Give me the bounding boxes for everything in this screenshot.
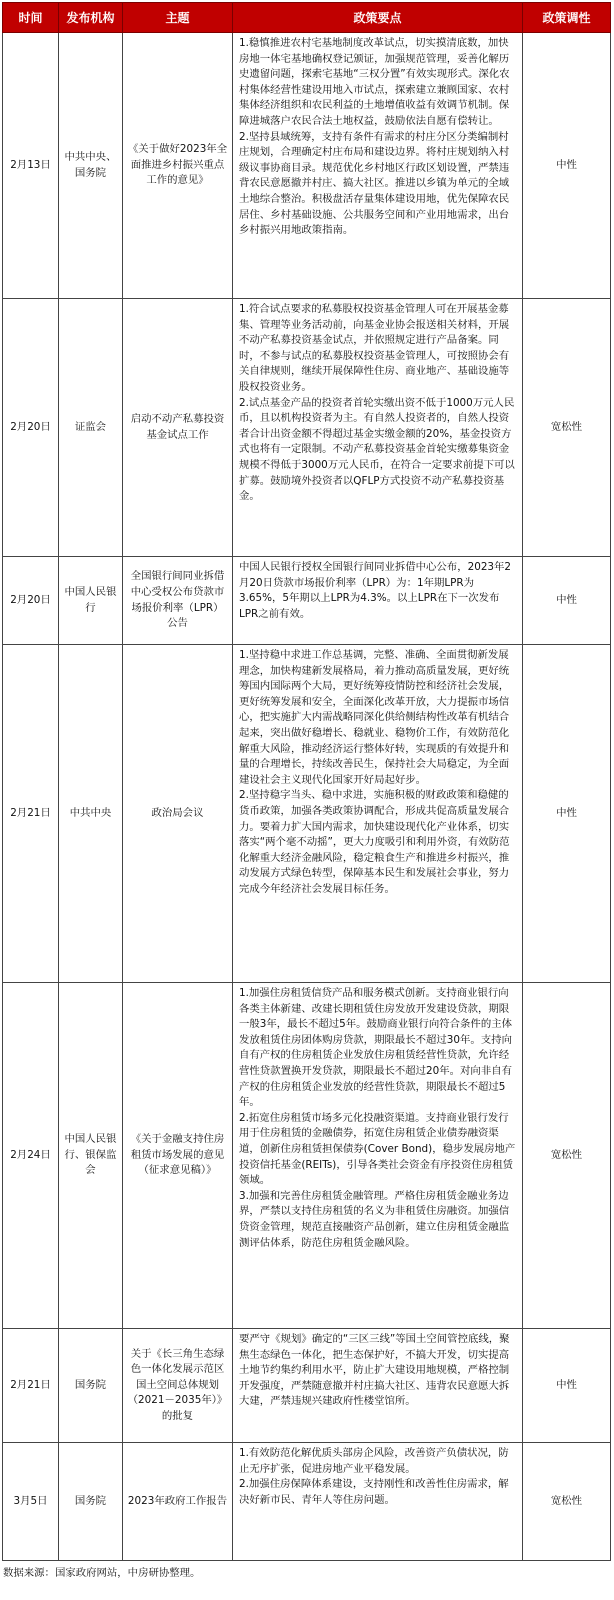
cell-tone: 宽松性 <box>523 1443 611 1561</box>
cell-topic: 《关于金融支持住房租赁市场发展的意见（征求意见稿）》 <box>123 983 233 1329</box>
header-points: 政策要点 <box>233 3 523 33</box>
policy-point: 1.有效防范化解优质头部房企风险，改善资产负债状况，防止无序扩张，促进房地产业平稳发展。 <box>239 1447 509 1475</box>
table-row <box>3 299 611 557</box>
policy-point: 要严守《规划》确定的“三区三线”等国土空间管控底线，聚焦生态绿色一体化，把生态保护好，不搞大开发，切实提高土地节约集约利用水平，防止扩大建设用地规模，严格控制开发强度，严禁随意撤并村庄搞大社区、违背农民意愿大拆大建，严禁违规兴建政府性楼堂馆所。 <box>239 1333 510 1408</box>
table-row <box>3 557 611 645</box>
header-date: 时间 <box>3 3 59 33</box>
cell-date: 2月20日 <box>3 299 59 557</box>
source-note: 数据来源：国家政府网站，中房研协整理。 <box>3 1567 201 1579</box>
policy-point: 2.试点基金产品的投资者首轮实缴出资不低于1000万元人民币，且以机构投资者为主。有自然人投资者的，自然人投资者合计出资金额不得超过基金实缴金额的20%，基金投资方式也将有一定限制。不动产私募投资基金首轮实缴募集资金规模不得低于3000万元人民币，在符合一定要求前提下可以扩募。鼓励境外投资者以QFLP方式投资不动产私募投资基金。 <box>239 396 515 503</box>
cell-points <box>233 1443 523 1561</box>
cell-date: 2月21日 <box>3 1329 59 1443</box>
header-topic: 主题 <box>123 3 233 33</box>
cell-org: 中共中央 <box>59 645 123 983</box>
cell-org: 中国人民银行、银保监会 <box>59 983 123 1329</box>
policy-table <box>2 2 611 1561</box>
cell-tone: 中性 <box>523 645 611 983</box>
table-body <box>3 33 611 1561</box>
header-tone: 政策调性 <box>523 3 611 33</box>
cell-topic: 关于《长三角生态绿色一体化发展示范区国土空间总体规划（2021－2035年）》的批复 <box>123 1329 233 1443</box>
cell-date: 3月5日 <box>3 1443 59 1561</box>
cell-points <box>233 645 523 983</box>
cell-topic: 全国银行间同业拆借中心受权公布贷款市场报价利率（LPR）公告 <box>123 557 233 645</box>
cell-tone: 宽松性 <box>523 299 611 557</box>
cell-points <box>233 299 523 557</box>
table-row <box>3 645 611 983</box>
cell-date: 2月24日 <box>3 983 59 1329</box>
cell-org: 证监会 <box>59 299 123 557</box>
cell-tone: 中性 <box>523 33 611 299</box>
policy-point: 2.坚持县域统筹，支持有条件有需求的村庄分区分类编制村庄规划，合理确定村庄布局和建设边界。将村庄规划纳入村级议事协商目录。规范优化乡村地区行政区划设置，严禁违背农民意愿撤并村庄、搞大社区。推进以乡镇为单元的全域土地综合整治。积极盘活存量集体建设用地，优先保障农民居住、乡村基础设施、公共服务空间和产业用地需求，出台乡村振兴用地政策指南。 <box>239 130 510 237</box>
cell-points <box>233 983 523 1329</box>
cell-topic: 政治局会议 <box>123 645 233 983</box>
table-header <box>3 3 611 33</box>
table-row <box>3 983 611 1329</box>
table-row <box>3 33 611 299</box>
cell-date: 2月13日 <box>3 33 59 299</box>
policy-point: 中国人民银行授权全国银行间同业拆借中心公布，2023年2月20日贷款市场报价利率（LPR）为：1年期LPR为3.65%，5年期以上LPR为4.3%。以上LPR在下一次发布LPR之前有效。 <box>239 561 512 620</box>
table-row <box>3 1443 611 1561</box>
cell-points <box>233 557 523 645</box>
header-org: 发布机构 <box>59 3 123 33</box>
policy-point: 1.符合试点要求的私募股权投资基金管理人可在开展基金募集、管理等业务活动前，向基金业协会报送相关材料，开展不动产私募投资基金试点，并依照规定进行产品备案。同时，不参与试点的私募股权投资基金管理人，可按照协会有关自律规则，继续开展保障性住房、商业地产、基础设施等股权投资业务。 <box>239 303 510 393</box>
cell-topic: 《关于做好2023年全面推进乡村振兴重点工作的意见》 <box>123 33 233 299</box>
cell-tone: 中性 <box>523 557 611 645</box>
policy-point: 2.坚持稳字当头、稳中求进，实施积极的财政政策和稳健的货币政策，加强各类政策协调配合，形成共促高质量发展合力。要着力扩大国内需求，加快建设现代化产业体系，切实落实“两个毫不动摇”，更大力度吸引和利用外资，有效防范化解重大经济金融风险，稳定粮食生产和推进乡村振兴，推动发展方式绿色转型，保障基本民生和发展社会事业，努力完成今年经济社会发展目标任务。 <box>239 789 510 895</box>
policy-point: 1.稳慎推进农村宅基地制度改革试点，切实摸清底数，加快房地一体宅基地确权登记颁证，加强规范管理，妥善化解历史遗留问题，探索宅基地“三权分置”有效实现形式。深化农村集体经营性建设用地入市试点，探索建立兼顾国家、农村集体经济组织和农民利益的土地增值收益有效调节机制。保障进城落户农民合法土地权益，鼓励依法自愿有偿转让。 <box>239 37 510 127</box>
cell-org: 国务院 <box>59 1443 123 1561</box>
cell-date: 2月20日 <box>3 557 59 645</box>
cell-tone: 宽松性 <box>523 983 611 1329</box>
policy-point: 1.加强住房租赁信贷产品和服务模式创新。支持商业银行向各类主体新建、改建长期租赁住房发放开发建设贷款，期限一般3年，最长不超过5年。鼓励商业银行向符合条件的主体发放租赁住房团体购房贷款，期限最长不超过30年。支持向自有产权的住房租赁企业发放住房租赁经营性贷款，允许经营性贷款置换开发贷款，期限最长不超过20年。对向非自有产权的住房租赁企业发放的经营性贷款，期限最长不超过5年。 <box>239 987 512 1109</box>
policy-table-wrapper <box>2 2 610 1579</box>
cell-org: 中国人民银行 <box>59 557 123 645</box>
cell-points <box>233 33 523 299</box>
policy-point: 2.拓宽住房租赁市场多元化投融资渠道。支持商业银行发行用于住房租赁的金融债券，拓宽住房租赁企业债券融资渠道，创新住房租赁担保债券(Cover Bond)，稳步发展房地产投资信托基金(REITs)，引导各类社会资金有序投资住房租赁领域。 <box>239 1111 516 1187</box>
policy-point: 1.坚持稳中求进工作总基调，完整、准确、全面贯彻新发展理念，加快构建新发展格局，着力推动高质量发展，更好统筹国内国际两个大局，更好统筹疫情防控和经济社会发展，更好统筹发展和安全，全面深化改革开放，大力提振市场信心，把实施扩大内需战略同深化供给侧结构性改革有机结合起来，突出做好稳增长、稳就业、稳物价工作，有效防范化解重大风险，推动经济运行整体好转，实现质的有效提升和量的合理增长，持续改善民生，保持社会大局稳定，为全面建设社会主义现代化国家开好局起好步。 <box>239 649 510 786</box>
cell-org: 中共中央、国务院 <box>59 33 123 299</box>
cell-org: 国务院 <box>59 1329 123 1443</box>
cell-date: 2月21日 <box>3 645 59 983</box>
cell-points <box>233 1329 523 1443</box>
policy-point: 2.加强住房保障体系建设，支持刚性和改善性住房需求，解决好新市民、青年人等住房问题。 <box>239 1478 509 1506</box>
cell-topic: 2023年政府工作报告 <box>123 1443 233 1561</box>
policy-point: 3.加强和完善住房租赁金融管理。严格住房租赁金融业务边界，严禁以支持住房租赁的名义为非租赁住房融资。加强信贷资金管理，规范直接融资产品创新，建立住房租赁金融监测评估体系，防范住房租赁金融风险。 <box>239 1189 510 1249</box>
cell-tone: 中性 <box>523 1329 611 1443</box>
table-row <box>3 1329 611 1443</box>
cell-topic: 启动不动产私募投资基金试点工作 <box>123 299 233 557</box>
